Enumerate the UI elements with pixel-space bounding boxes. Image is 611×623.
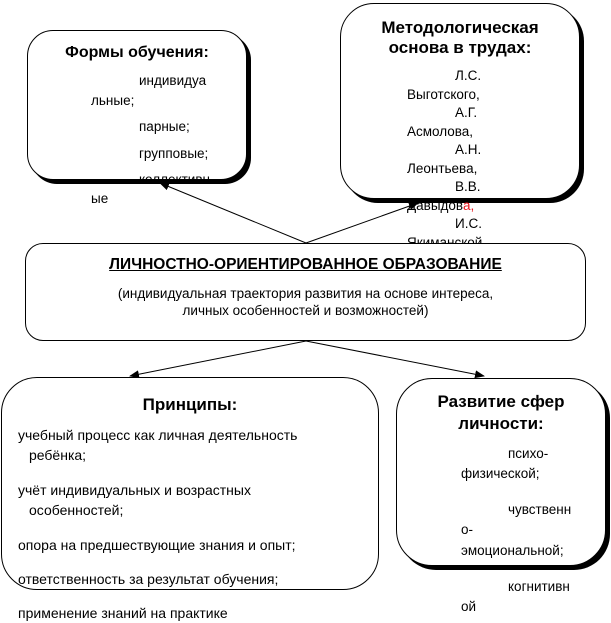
development-item: о- [461,522,474,537]
forms-item: коллективн [139,172,210,187]
method-title-line1: Методологическая [381,18,539,37]
principle-item: ответственность за результат обучения; [18,571,279,587]
development-item: ой [461,599,477,614]
development-item: психо- [508,446,549,461]
method-author-comma: , [470,198,475,213]
principle-item: опора на предшествующие знания и опыт; [18,537,296,553]
development-item: когнитивн [508,579,570,594]
forms-item: парные; [139,119,190,134]
development-title-line2: личности: [458,414,544,433]
method-line: Леонтьева, [407,161,478,176]
method-line: А.Г. [455,105,478,120]
center-subtitle-line1: (индивидуальная траектория развития на основе интереса, [117,286,494,301]
forms-item: индивидуа [139,73,207,88]
development-item: физической; [461,466,540,481]
principle-item: применение знаний на практике [18,605,228,621]
method-line: Л.С. [455,68,482,83]
principle-item: учёт индивидуальных и возрастных [18,482,251,498]
method-line: И.С. [455,216,482,231]
arrow-to-forms [160,183,306,243]
forms-item: ые [91,191,109,206]
principle-item: учебный процесс как личная деятельность [18,427,298,443]
center-title: ЛИЧНОСТНО-ОРИЕНТИРОВАННОЕ ОБРАЗОВАНИЕ [109,256,502,273]
method-title-line2: основа в трудах: [388,38,532,57]
method-author-ending: а [462,198,471,213]
method-line: Асмолова, [407,124,474,139]
method-line [407,198,474,214]
method-line: В.В. [455,179,481,194]
center-subtitle-line2: личных особенностей и возможностей) [182,303,429,318]
development-item: эмоциональной; [461,543,564,558]
principle-item: ребёнка; [29,447,87,463]
method-line: А.Н. [455,142,482,157]
development-title-line1: Развитие сфер [437,392,565,411]
arrow-to-principles [130,341,306,376]
arrow-to-development [306,341,484,376]
forms-title: Формы обучения: [65,44,209,61]
method-line: Выготского, [407,87,480,102]
method-author-name: Давыдов [407,198,463,213]
arrow-to-method [306,203,418,243]
forms-item: льные; [91,93,135,108]
principle-item: особенностей; [29,502,124,518]
forms-item: групповые; [139,146,209,161]
principles-title: Принципы: [142,395,238,414]
development-item: чувственн [508,502,572,517]
